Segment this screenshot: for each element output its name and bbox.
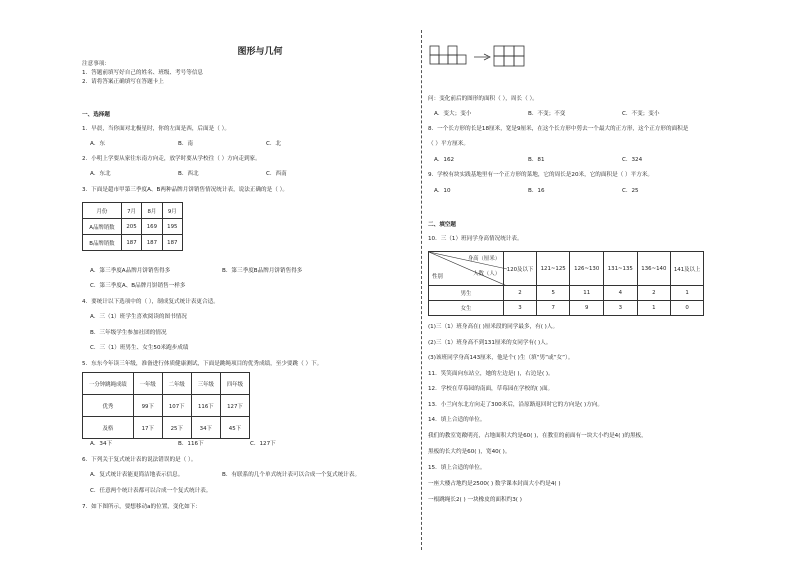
q7-option-b: B．不变；不变 [528, 111, 566, 117]
q3-cell: 169 [142, 219, 162, 235]
q1-option-b: B．南 [178, 141, 194, 147]
shape-cell [448, 55, 457, 64]
q9-option-a: A．10 [434, 188, 451, 194]
q10-sub-3: (3)该班同学身高143厘米，他是个( )生（填“男”或“女”）。 [428, 355, 574, 361]
q9-option-b: B．16 [528, 188, 545, 194]
q4-option-a: A．三（1）班学生喜欢阅读的图书情况 [90, 314, 187, 320]
shape-cell [430, 55, 439, 64]
q4-option-c: C．三（1）班男生、女生50米跑步成绩 [90, 345, 189, 351]
q3-row-label: B品牌销数 [83, 235, 122, 251]
q10-cell: 1 [671, 286, 704, 301]
shape-cell [430, 46, 439, 55]
q7-shape-figure [428, 44, 538, 74]
q10-header-cell: 126~130 [570, 252, 604, 286]
q14-text: 14．填上合适的单位。 [428, 417, 486, 423]
q3-header-cell: 月份 [83, 203, 122, 219]
q10-row-label: 男生 [429, 286, 504, 301]
q15-line-1: 一座大楼占地约是2500( ) 数学课本封面大小约是4( ) [428, 481, 561, 487]
q14-line-2: 黑板的长大约是60( )，宽40( )。 [428, 449, 511, 455]
q5-text: 5．东东今年读三年级，准备进行体质健康测试，下面是跳绳项目的优秀成绩，至少要跳（ ）下。 [82, 361, 323, 367]
q10-corner-cell [429, 252, 504, 286]
q10-sub-1: (1)三（1）班身高在( )厘米段的同学最多，有( )人。 [428, 324, 559, 330]
q6-option-a: A．复式统计表能更简洁地表示信息。 [90, 472, 184, 478]
q10-cell: 5 [536, 286, 570, 301]
q10-cell: 4 [604, 286, 638, 301]
q9-option-c: C．25 [622, 188, 639, 194]
q1-option-c: C．北 [266, 141, 282, 147]
q3-option-a: A．第三季度A品牌月饼销售得多 [90, 268, 171, 274]
q10-cell: 2 [504, 286, 537, 301]
q5-header-cell: 二年级 [162, 373, 191, 395]
q7-answer: 问：变化前后的图形的面积（ ），周长（ ）。 [428, 96, 538, 102]
q3-cell: 187 [121, 235, 141, 251]
q5-header-cell: 三年级 [191, 373, 220, 395]
q3-header-cell: 9月 [162, 203, 182, 219]
q5-row-label: 及格 [83, 417, 134, 439]
q3-row-label: A品牌销数 [83, 219, 122, 235]
section-heading-fill: 二、填空题 [428, 222, 456, 228]
q7-option-c: C．不变；变小 [622, 111, 660, 117]
shape-cell [514, 46, 524, 56]
q5-cell: 45下 [220, 417, 249, 439]
q5-table [82, 372, 250, 439]
q15-line-2: 一根跳绳长2( ) 一块橡皮的面积约3( ) [428, 497, 522, 503]
q5-row-label: 优秀 [83, 395, 134, 417]
q3-cell: 205 [121, 219, 141, 235]
q10-cell: 7 [536, 301, 570, 316]
q9-text: 9．学校有块实践基地里有一个正方形的菜地，它的周长是20米，它的面积是（ ）平方米。 [428, 172, 654, 178]
q10-header-cell: 121~125 [536, 252, 570, 286]
q3-header-cell: 7月 [121, 203, 141, 219]
page-title: 图形与几何 [237, 47, 283, 57]
corner-label-count: 人数（人） [473, 271, 501, 277]
q2-text: 2．小明上学要从家往东南方向走，放学时要从学校往（ ）方向走到家。 [82, 156, 261, 162]
q3-cell: 187 [162, 235, 182, 251]
q2-option-b: B．西北 [178, 171, 199, 177]
q8-option-c: C．324 [622, 157, 643, 163]
q10-header-cell: 136~140 [637, 252, 671, 286]
q10-cell: 3 [504, 301, 537, 316]
shape-cell [494, 46, 504, 56]
q6-option-c: C．任意两个统计表都可以合成一个复式统计表。 [90, 488, 212, 494]
q5-header-cell: 一年级 [133, 373, 162, 395]
q10-header-cell: 141及以上 [671, 252, 704, 286]
q13-text: 13．小兰向东北方向走了300米后，沿原路返回时它的方向是( )方向。 [428, 402, 603, 408]
q3-cell: 195 [162, 219, 182, 235]
corner-label-gender: 性别 [432, 274, 443, 280]
section-heading-choice: 一、选择题 [82, 112, 110, 118]
q10-cell: 0 [671, 301, 704, 316]
shape-cell [514, 56, 524, 66]
q7-text: 7．如下图所示，要想移动a的位置，变化如下： [82, 504, 201, 510]
q5-option-a: A．34下 [90, 441, 113, 447]
q1-text: 1．早晨，当你面对北极星时，你的左面是西，后面是（ ）。 [82, 126, 230, 132]
q10-cell: 1 [637, 301, 671, 316]
q5-cell: 99下 [133, 395, 162, 417]
q10-header-cell: 120及以下 [504, 252, 537, 286]
shape-cell [504, 56, 514, 66]
q10-header-cell: 131~135 [604, 252, 638, 286]
shape-cell [494, 56, 504, 66]
q10-cell: 9 [570, 301, 604, 316]
q7-option-a: A．变大；变小 [434, 111, 472, 117]
shape-cell [457, 55, 466, 64]
q2-option-c: C．西南 [266, 171, 287, 177]
q5-option-c: C．127下 [250, 441, 276, 447]
q3-text: 3．下面是超市甲第三季度A、B两种品牌月饼销售情况统计表，说法正确的是（ ）。 [82, 187, 288, 193]
q5-cell: 107下 [162, 395, 191, 417]
q6-option-b: B．有联系的几个单式统计表可以合成一个复式统计表。 [222, 472, 361, 478]
q2-option-a: A．东北 [90, 171, 111, 177]
q8-text-continued: （ ）平方厘米。 [428, 141, 469, 147]
q3-header-cell: 8月 [142, 203, 162, 219]
notes-heading: 注意事项： [82, 61, 110, 67]
shape-cell [439, 55, 448, 64]
q11-text: 11．笑笑面向东站立，她的左边是( )，右边是( )。 [428, 371, 554, 377]
q5-header-cell: 一分钟跳绳成绩 [83, 373, 134, 395]
q5-cell: 116下 [191, 395, 220, 417]
shape-cell [448, 46, 457, 55]
q4-text: 4．要统计以下选项中的（ ），制成复式统计表更合适。 [82, 299, 219, 305]
note-item-2: 2．请将答案正确填写在答题卡上 [82, 79, 164, 85]
q3-cell: 187 [142, 235, 162, 251]
q5-cell: 34下 [191, 417, 220, 439]
column-divider [421, 30, 422, 550]
q12-text: 12．学校在草莓园的南面，草莓园在学校的( )面。 [428, 386, 554, 392]
q5-header-cell: 四年级 [220, 373, 249, 395]
shape-cell [504, 46, 514, 56]
q1-option-a: A．东 [90, 141, 106, 147]
q14-line-1: 我们的教室宽敞明亮，占地面积大约是60( )，在教室的前面有一块大小约是4( )的黑板， [428, 433, 647, 439]
q8-option-b: B．81 [528, 157, 545, 163]
q5-option-b: B．116下 [178, 441, 204, 447]
q3-table [82, 202, 183, 251]
q10-cell: 2 [637, 286, 671, 301]
q5-cell: 17下 [133, 417, 162, 439]
q5-cell: 25下 [162, 417, 191, 439]
q6-text: 6．下列关于复式统计表的说法错误的是（ ）。 [82, 457, 197, 463]
q3-option-b: B．第三季度B品牌月饼销售得多 [222, 268, 303, 274]
q10-cell: 3 [604, 301, 638, 316]
q8-option-a: A．162 [434, 157, 455, 163]
corner-label-height: 身高（厘米） [467, 256, 501, 262]
q10-table [428, 251, 704, 316]
q15-text: 15．填上合适的单位。 [428, 465, 486, 471]
q3-option-c: C．第三季度A、B品牌月饼销售一样多 [90, 283, 186, 289]
q8-text: 8．一个长方形的长是18厘米，宽是9厘米，在这个长方形中剪去一个最大的正方形，这个正方形的面积是 [428, 126, 689, 132]
note-item-1: 1．答题前填写好自己的姓名、班级、考号等信息 [82, 70, 204, 76]
q4-option-b: B．三年级学生参加社团的情况 [90, 330, 167, 336]
q5-cell: 127下 [220, 395, 249, 417]
q10-row-label: 女生 [429, 301, 504, 316]
q10-cell: 11 [570, 286, 604, 301]
q10-sub-2: (2)三（1）班身高不到131厘米的女同学有( )人。 [428, 340, 552, 346]
arrow-icon [474, 54, 490, 60]
q10-text: 10．三（1）班同学身高情况统计表。 [428, 236, 523, 242]
